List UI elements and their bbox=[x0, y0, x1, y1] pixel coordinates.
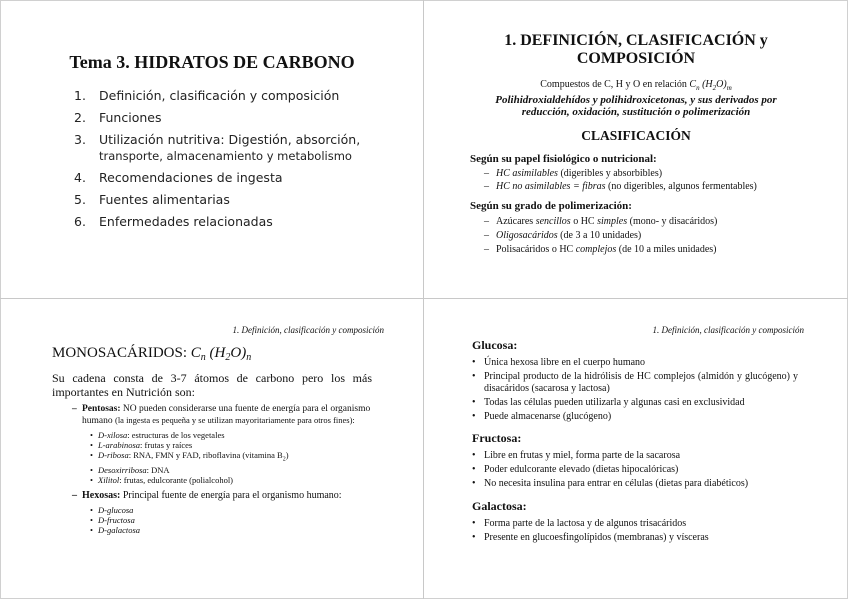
hexosas-text: Principal fuente de energía para el organismo humano: bbox=[120, 489, 342, 501]
dash-text: (de 3 a 10 unidades) bbox=[557, 230, 642, 241]
glucosa-item: • Única hexosa libre en el cuerpo humano bbox=[472, 357, 798, 369]
compuestos-line bbox=[424, 79, 848, 92]
toc-num: 5. bbox=[74, 192, 86, 207]
fructosa-list bbox=[472, 450, 798, 492]
toc-item bbox=[74, 192, 374, 208]
dash-text: Azúcares bbox=[496, 216, 536, 227]
pentosa-item bbox=[72, 440, 384, 450]
slide-3-header: 1. Definición, clasificación y composición bbox=[232, 325, 384, 335]
dash-em: Oligosacáridos bbox=[496, 230, 558, 241]
toc-text: Enfermedades relacionadas bbox=[99, 214, 273, 229]
dash-em: sencillos bbox=[535, 216, 571, 227]
section-fisiologico: Según su papel fisiológico o nutricional: bbox=[470, 153, 657, 165]
fructosa-label: Fructosa: bbox=[472, 431, 522, 445]
hexosa-item bbox=[72, 525, 384, 535]
formula-o: O) bbox=[716, 79, 727, 90]
glucosa-item: • Principal producto de la hidrólisis de HC complejos (almidón y glucógeno) y disacáridos (sacarosa y lactosa) bbox=[472, 371, 798, 395]
toc-text: Funciones bbox=[99, 110, 162, 125]
toc-num: 6. bbox=[74, 214, 86, 229]
toc-text bbox=[99, 132, 374, 164]
mono-label: MONOSACÁRIDOS: bbox=[52, 345, 188, 361]
mono-n: n bbox=[200, 352, 206, 363]
pentosa-em: Desoxirribosa bbox=[98, 464, 147, 475]
formula-c: C bbox=[689, 79, 697, 90]
hexosa-item bbox=[72, 515, 384, 525]
dash-em: simples bbox=[597, 216, 628, 227]
pentosa-em: L-arabinosa bbox=[98, 440, 141, 450]
title-line-1: 1. DEFINICIÓN, CLASIFICACIÓN y bbox=[504, 32, 768, 49]
mono-h: (H bbox=[209, 345, 226, 361]
toc-item bbox=[74, 170, 374, 186]
toc-text-sub: transporte, almacenamiento y metabolismo bbox=[99, 149, 352, 163]
toc-item bbox=[74, 110, 374, 126]
fructosa-item: • Libre en frutas y miel, forma parte de la sacarosa bbox=[472, 450, 798, 462]
toc-text: Fuentes alimentarias bbox=[99, 192, 230, 207]
glucosa-list bbox=[472, 357, 798, 425]
toc-list bbox=[74, 88, 374, 236]
galactosa-list bbox=[472, 518, 798, 546]
glucosa-label: Glucosa: bbox=[472, 338, 518, 352]
dash-item: – HC asimilables (digeribles y absorbibles) bbox=[484, 168, 663, 179]
hexosa-em: D-glucosa bbox=[98, 504, 134, 515]
dash-item: – Oligosacáridos (de 3 a 10 unidades) bbox=[484, 230, 642, 241]
formula-m: m bbox=[726, 84, 732, 92]
monosacaridos-title bbox=[52, 345, 251, 363]
pentosa-item bbox=[72, 450, 384, 465]
title-line-2: COMPOSICIÓN bbox=[576, 50, 696, 67]
formula-n: n bbox=[696, 84, 700, 92]
pentosa-tail: ) bbox=[285, 450, 289, 460]
formula-h: (H bbox=[702, 79, 713, 90]
pentosa-sub: 2 bbox=[282, 456, 286, 463]
toc-num: 3. bbox=[74, 132, 86, 147]
poli-definition bbox=[454, 94, 818, 118]
pentosa-text: : frutas, edulcorante (polialcohol) bbox=[119, 474, 234, 485]
toc-item bbox=[74, 214, 374, 230]
poli-line-1: Polihidroxialdehídos y polihidroxicetonas, y sus derivados por bbox=[495, 94, 777, 106]
fructosa-item: • No necesita insulina para entrar en células (dietas para diabéticos) bbox=[472, 478, 798, 490]
dash-em: HC asimilables bbox=[496, 168, 558, 179]
pentosas-text: NO pueden considerarse una fuente de energía para el organismo humano bbox=[82, 404, 371, 426]
dash-text: o HC bbox=[570, 216, 598, 227]
mono-2: 2 bbox=[225, 352, 231, 363]
slide-4-header: 1. Definición, clasificación y composición bbox=[652, 325, 804, 335]
galactosa-item: • Presente en glucoesfingolípidos (membranas) y vísceras bbox=[472, 532, 798, 544]
glucosa-item: • Todas las células pueden utilizarla y algunas casi en exclusividad bbox=[472, 397, 798, 409]
dash-item: – HC no asimilables = fibras (no digeribles, algunos fermentables) bbox=[484, 181, 757, 192]
clasificacion-heading: CLASIFICACIÓN bbox=[581, 128, 691, 143]
compuestos-text: Compuestos de C, H y O en relación bbox=[540, 79, 687, 90]
pentosa-em: D-ribosa bbox=[98, 450, 129, 460]
dash-text: (digeribles y absorbibles) bbox=[557, 168, 663, 179]
hexosas-label: Hexosas: bbox=[82, 489, 121, 501]
slide-2-title bbox=[424, 32, 848, 68]
pentosa-em: D-xilosa bbox=[98, 430, 128, 440]
dash-em: HC no asimilables = fibras bbox=[496, 181, 606, 192]
pentosa-item bbox=[72, 465, 384, 475]
pentosa-text: : DNA bbox=[146, 464, 170, 475]
dash-text: (mono- y disacáridos) bbox=[627, 216, 718, 227]
poli-line-2: reducción, oxidación, sustitución o polimerización bbox=[521, 106, 751, 118]
dash-item: – Azúcares sencillos o HC simples (mono- y disacáridos) bbox=[484, 216, 718, 227]
toc-text-main: Utilización nutritiva: Digestión, absorción, bbox=[99, 132, 361, 147]
toc-item bbox=[74, 88, 374, 104]
dash-text: (no digeribles, algunos fermentables) bbox=[605, 181, 757, 192]
hexosa-em: D-fructosa bbox=[98, 514, 135, 525]
dash-item: – Polisacáridos o HC complejos (de 10 a miles unidades) bbox=[484, 244, 717, 255]
pentosa-item bbox=[72, 475, 384, 485]
pentosa-text: : estructuras de los vegetales bbox=[127, 430, 225, 440]
hexosas-item bbox=[72, 490, 384, 502]
mono-o: O) bbox=[230, 345, 247, 361]
chain-text: Su cadena consta de 3-7 átomos de carbono pero los más importantes en Nutrición son: bbox=[52, 371, 372, 399]
pentosa-em: Xilitol bbox=[98, 474, 120, 485]
toc-text: Recomendaciones de ingesta bbox=[99, 170, 283, 185]
glucosa-item: • Puede almacenarse (glucógeno) bbox=[472, 411, 798, 423]
hexosa-item bbox=[72, 505, 384, 515]
slide-1-title: Tema 3. HIDRATOS DE CARBONO bbox=[69, 52, 355, 72]
galactosa-label: Galactosa: bbox=[472, 499, 527, 513]
dash-em: complejos bbox=[575, 244, 617, 255]
toc-num: 1. bbox=[74, 88, 86, 103]
pentosas-small: (la ingesta es pequeña y se utilizan mayoritariamente para otros fines): bbox=[114, 415, 355, 425]
toc-num: 2. bbox=[74, 110, 86, 125]
toc-num: 4. bbox=[74, 170, 86, 185]
pentosa-text: : frutas y raíces bbox=[140, 440, 193, 450]
pentosa-text: : RNA, FMN y FAD, riboflavina (vitamina B bbox=[128, 450, 283, 460]
pentosas-item bbox=[72, 404, 384, 427]
toc-item bbox=[74, 132, 374, 164]
fructosa-item: • Poder edulcorante elevado (dietas hipocalóricas) bbox=[472, 464, 798, 476]
mono-c: C bbox=[190, 345, 201, 361]
dash-text: (de 10 a miles unidades) bbox=[616, 244, 717, 255]
monosacaridos-list bbox=[72, 404, 384, 535]
hexosa-em: D-galactosa bbox=[98, 524, 141, 535]
formula-2: 2 bbox=[712, 84, 717, 92]
horizontal-divider bbox=[0, 298, 848, 299]
toc-text: Definición, clasificación y composición bbox=[99, 88, 340, 103]
galactosa-item: • Forma parte de la lactosa y de algunos trisacáridos bbox=[472, 518, 798, 530]
mono-n2: n bbox=[246, 352, 252, 363]
pentosa-item bbox=[72, 430, 384, 440]
dash-text: Polisacáridos o HC bbox=[496, 244, 576, 255]
section-polimerizacion: Según su grado de polimerización: bbox=[470, 200, 632, 212]
pentosas-label: Pentosas: bbox=[82, 404, 121, 414]
